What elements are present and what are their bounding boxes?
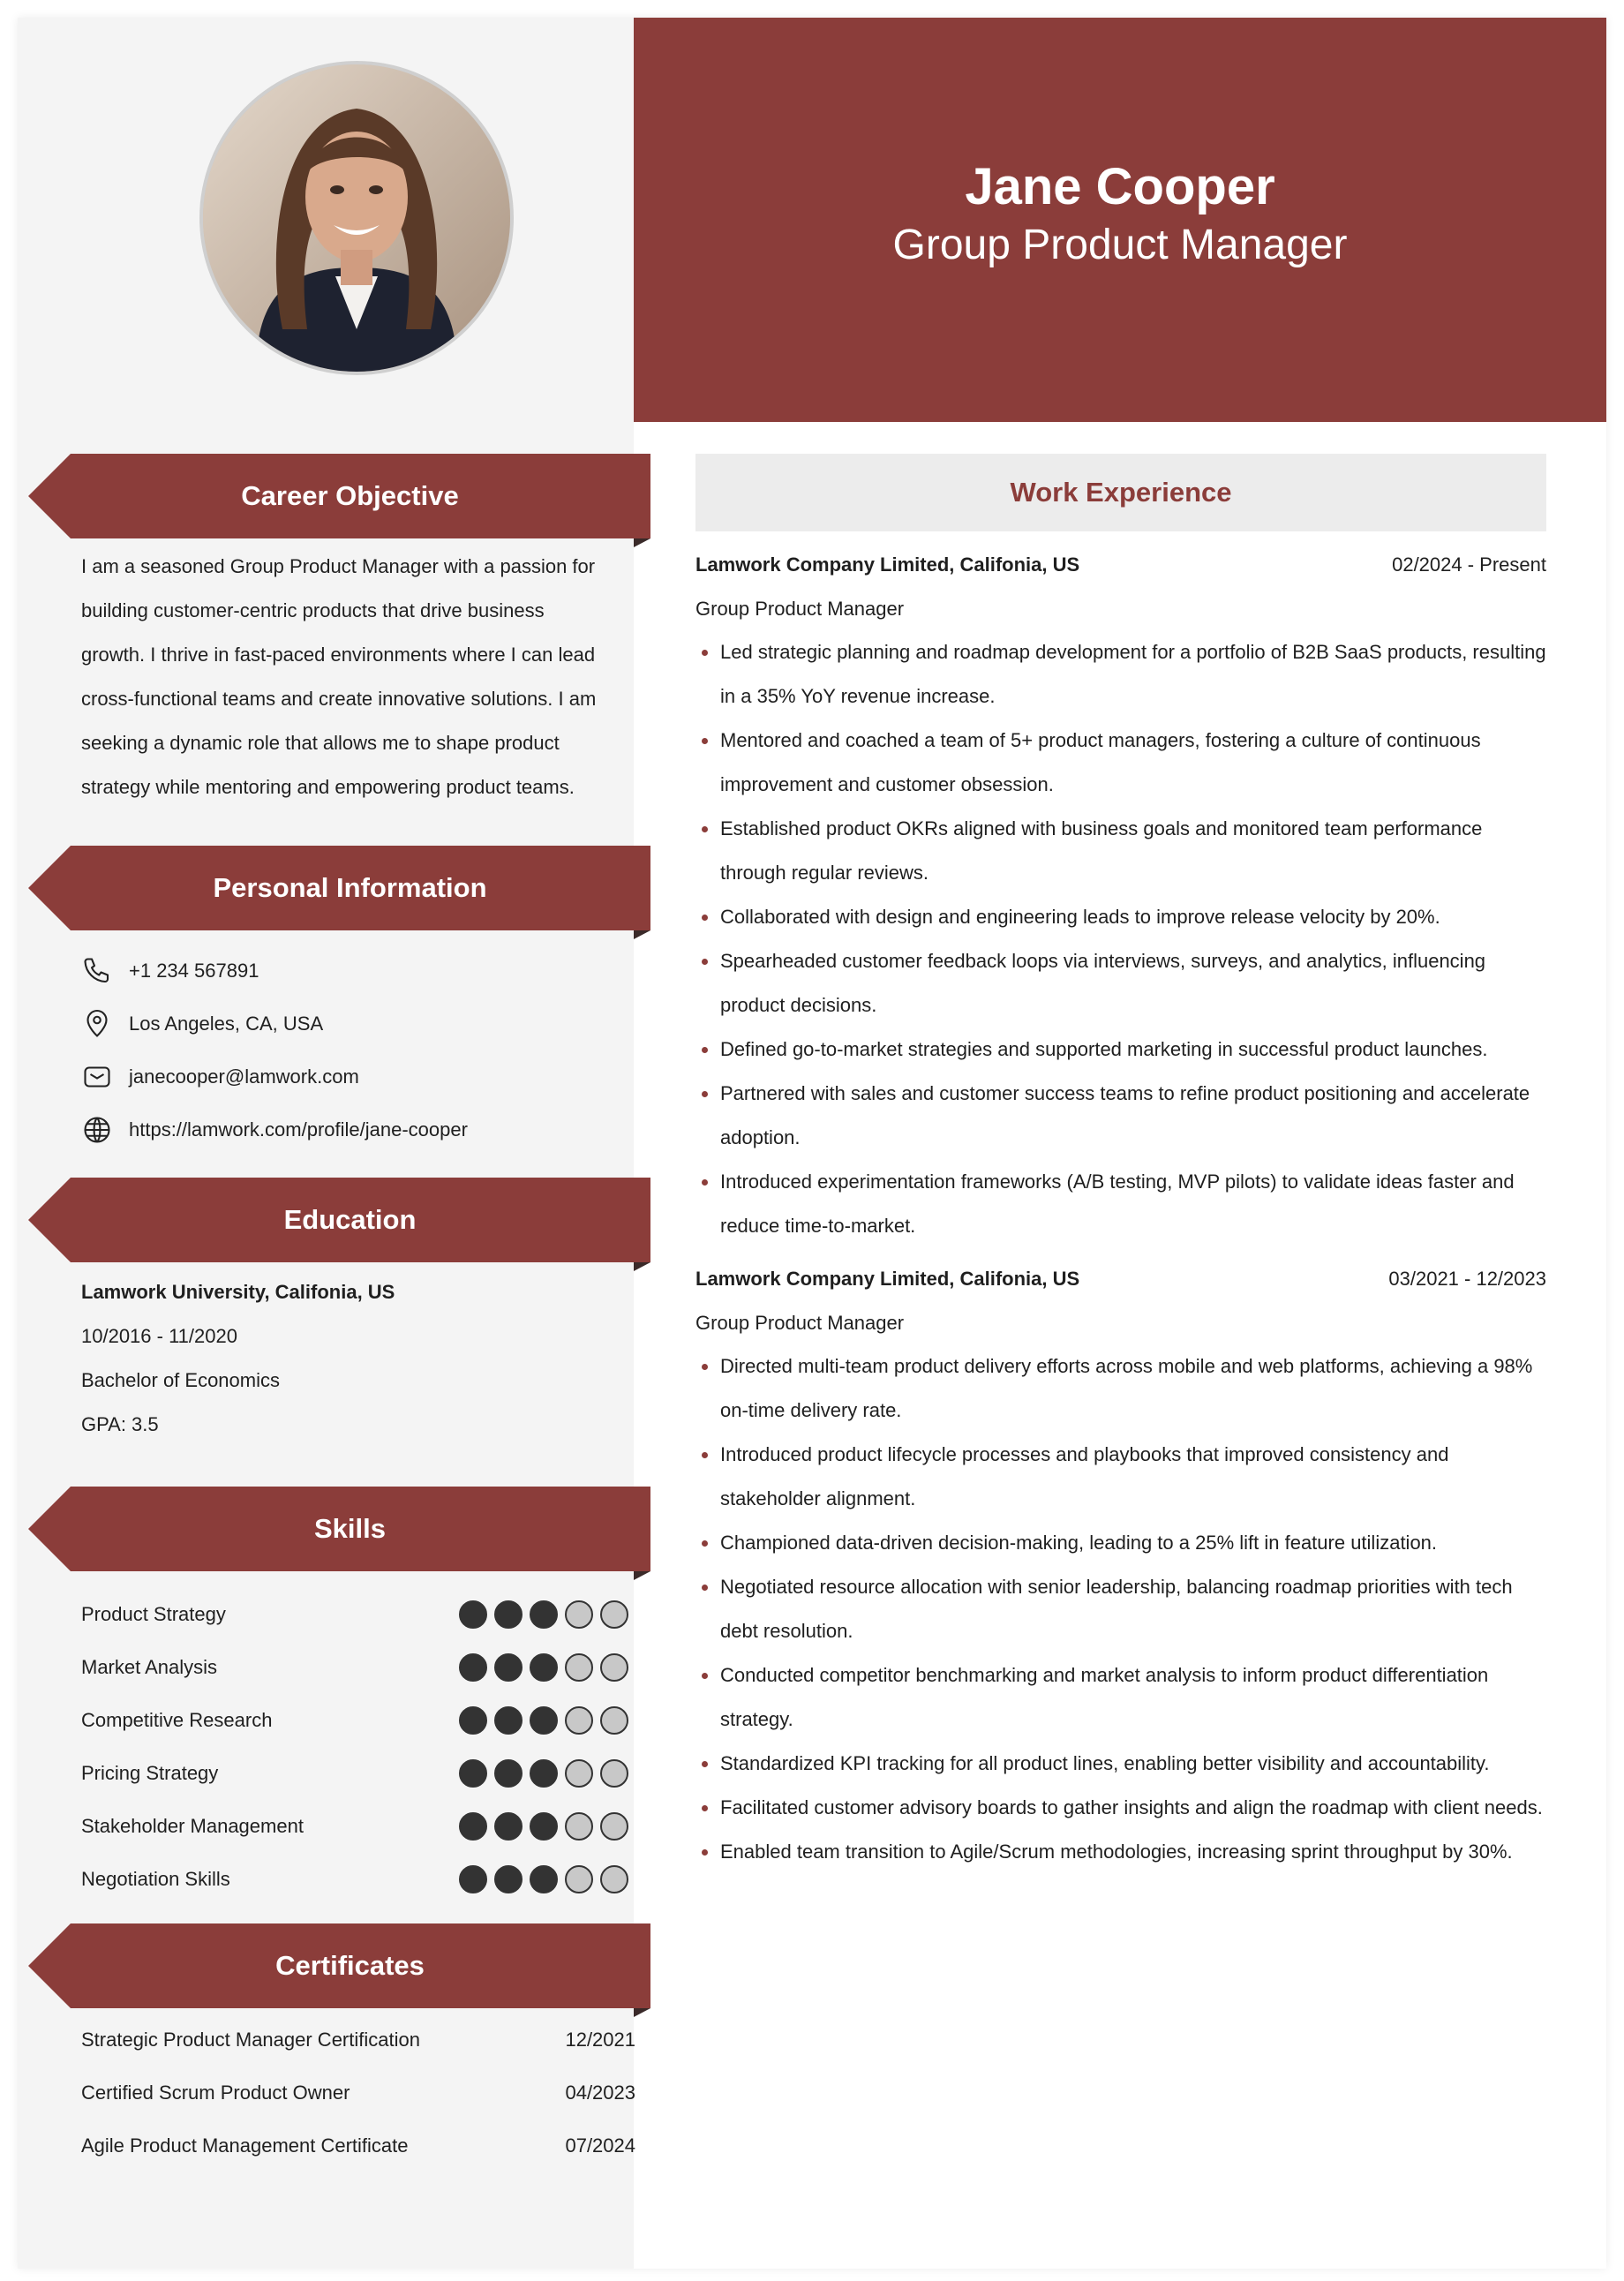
education-school: Lamwork University, Califonia, US bbox=[81, 1281, 395, 1303]
education-degree: Bachelor of Economics bbox=[81, 1369, 280, 1391]
rating-dot-empty bbox=[565, 1653, 593, 1682]
rating-dot-empty bbox=[565, 1759, 593, 1788]
globe-icon bbox=[79, 1112, 115, 1148]
job-dates: 02/2024 - Present bbox=[1392, 553, 1546, 576]
rating-dot-filled bbox=[494, 1706, 523, 1735]
skill-rating bbox=[459, 1653, 628, 1682]
job-bullet: Spearheaded customer feedback loops via interviews, surveys, and analytics, influencing product decisions. bbox=[695, 939, 1546, 1028]
rating-dot-filled bbox=[530, 1812, 558, 1841]
skills-heading bbox=[28, 1487, 650, 1571]
job-bullet: Mentored and coached a team of 5+ product managers, fostering a culture of continuous improvement and customer obsession. bbox=[695, 719, 1546, 807]
job-bullet: Negotiated resource allocation with senior leadership, balancing roadmap priorities with tech debt resolution. bbox=[695, 1565, 1546, 1653]
skill-row bbox=[81, 1597, 628, 1632]
rating-dot-empty bbox=[600, 1759, 628, 1788]
rating-dot-filled bbox=[530, 1600, 558, 1629]
rating-dot-filled bbox=[459, 1706, 487, 1735]
career-objective-text: I am a seasoned Group Product Manager with a passion for building customer-centric products that drive business growth. I thrive in fast-paced environments where I can lead cross-functional teams and create innovative solutions. I am seeking a dynamic role that allows me to shape product strategy while mentoring and empowering product teams. bbox=[81, 555, 597, 798]
career-objective-label: Career Objective bbox=[241, 480, 459, 511]
phone-row bbox=[79, 953, 259, 989]
skill-name: Pricing Strategy bbox=[81, 1762, 219, 1784]
phone-value: +1 234 567891 bbox=[129, 960, 259, 982]
certificate-row bbox=[81, 2029, 635, 2051]
rating-dot-filled bbox=[494, 1653, 523, 1682]
rating-dot-filled bbox=[494, 1865, 523, 1893]
skill-row bbox=[81, 1703, 628, 1738]
rating-dot-filled bbox=[530, 1865, 558, 1893]
job-header bbox=[695, 553, 1546, 576]
job-bullet: Directed multi-team product delivery efforts across mobile and web platforms, achieving a 98% on-time delivery rate. bbox=[695, 1344, 1546, 1433]
rating-dot-filled bbox=[494, 1600, 523, 1629]
rating-dot-filled bbox=[459, 1759, 487, 1788]
skill-name: Stakeholder Management bbox=[81, 1815, 304, 1837]
job-bullet: Established product OKRs aligned with business goals and monitored team performance through regular reviews. bbox=[695, 807, 1546, 895]
personal-info-heading bbox=[28, 846, 650, 930]
job-bullet: Facilitated customer advisory boards to gather insights and align the roadmap with client needs. bbox=[695, 1786, 1546, 1830]
header-banner bbox=[634, 18, 1606, 422]
mail-icon bbox=[79, 1059, 115, 1095]
certificates-label: Certificates bbox=[275, 1950, 425, 1981]
rating-dot-filled bbox=[459, 1600, 487, 1629]
education-dates: 10/2016 - 11/2020 bbox=[81, 1325, 237, 1347]
skill-name: Negotiation Skills bbox=[81, 1868, 230, 1890]
skill-rating bbox=[459, 1812, 628, 1841]
certificate-date: 04/2023 bbox=[565, 2082, 635, 2104]
skill-rating bbox=[459, 1865, 628, 1893]
rating-dot-empty bbox=[565, 1812, 593, 1841]
rating-dot-empty bbox=[600, 1653, 628, 1682]
candidate-title: Group Product Manager bbox=[892, 222, 1348, 268]
job-role: Group Product Manager bbox=[695, 1312, 905, 1334]
email-value[interactable]: janecooper@lamwork.com bbox=[129, 1065, 359, 1088]
website-value[interactable]: https://lamwork.com/profile/jane-cooper bbox=[129, 1118, 468, 1140]
job-role: Group Product Manager bbox=[695, 598, 905, 620]
job-bullet: Championed data-driven decision-making, leading to a 25% lift in feature utilization. bbox=[695, 1521, 1546, 1565]
skill-rating bbox=[459, 1600, 628, 1629]
location-pin-icon bbox=[79, 1006, 115, 1042]
rating-dot-empty bbox=[600, 1865, 628, 1893]
education-heading bbox=[28, 1178, 650, 1262]
skill-row bbox=[81, 1650, 628, 1685]
rating-dot-empty bbox=[565, 1706, 593, 1735]
candidate-name: Jane Cooper bbox=[965, 158, 1275, 215]
education-label: Education bbox=[283, 1204, 417, 1235]
job-bullet: Introduced experimentation frameworks (A/B testing, MVP pilots) to validate ideas faster and reduce time-to-market. bbox=[695, 1160, 1546, 1248]
rating-dot-filled bbox=[459, 1812, 487, 1841]
job-bullet: Introduced product lifecycle processes and playbooks that improved consistency and stakeholder alignment. bbox=[695, 1433, 1546, 1521]
skill-row bbox=[81, 1809, 628, 1844]
job-bullet: Enabled team transition to Agile/Scrum methodologies, increasing sprint throughput by 30%. bbox=[695, 1830, 1546, 1874]
certificate-name: Agile Product Management Certificate bbox=[81, 2134, 409, 2157]
job-bullets bbox=[695, 1344, 1546, 1874]
website-row bbox=[79, 1112, 468, 1148]
personal-info-label: Personal Information bbox=[213, 872, 487, 903]
certificate-name: Strategic Product Manager Certification bbox=[81, 2029, 420, 2051]
rating-dot-empty bbox=[565, 1865, 593, 1893]
resume-page bbox=[18, 18, 1606, 2269]
certificates-heading bbox=[28, 1923, 650, 2008]
skill-name: Competitive Research bbox=[81, 1709, 273, 1731]
rating-dot-filled bbox=[530, 1653, 558, 1682]
job-bullet: Conducted competitor benchmarking and market analysis to inform product differentiation strategy. bbox=[695, 1653, 1546, 1742]
rating-dot-filled bbox=[530, 1759, 558, 1788]
location-value: Los Angeles, CA, USA bbox=[129, 1013, 324, 1035]
career-objective-heading bbox=[28, 454, 650, 538]
rating-dot-empty bbox=[600, 1600, 628, 1629]
certificate-name: Certified Scrum Product Owner bbox=[81, 2082, 350, 2104]
skill-name: Product Strategy bbox=[81, 1603, 226, 1625]
job-bullet: Defined go-to-market strategies and supported marketing in successful product launches. bbox=[695, 1028, 1546, 1072]
skills-label: Skills bbox=[314, 1513, 386, 1544]
certificate-row bbox=[81, 2134, 635, 2157]
phone-icon bbox=[79, 953, 115, 989]
job-company: Lamwork Company Limited, Califonia, US bbox=[695, 553, 1080, 576]
certificate-date: 07/2024 bbox=[565, 2134, 635, 2157]
rating-dot-empty bbox=[565, 1600, 593, 1629]
work-experience-heading: Work Experience bbox=[695, 454, 1546, 531]
job-dates: 03/2021 - 12/2023 bbox=[1388, 1268, 1546, 1290]
skill-rating bbox=[459, 1706, 628, 1735]
job-header bbox=[695, 1268, 1546, 1291]
skill-name: Market Analysis bbox=[81, 1656, 218, 1678]
rating-dot-filled bbox=[459, 1865, 487, 1893]
job-bullet: Led strategic planning and roadmap development for a portfolio of B2B SaaS products, resulting in a 35% YoY revenue increase. bbox=[695, 630, 1546, 719]
job-bullet: Standardized KPI tracking for all product lines, enabling better visibility and accountability. bbox=[695, 1742, 1546, 1786]
certificate-date: 12/2021 bbox=[565, 2029, 635, 2051]
rating-dot-filled bbox=[530, 1706, 558, 1735]
job-company: Lamwork Company Limited, Califonia, US bbox=[695, 1268, 1080, 1290]
education-gpa: GPA: 3.5 bbox=[81, 1413, 159, 1435]
location-row bbox=[79, 1006, 323, 1042]
job-bullet: Partnered with sales and customer success teams to refine product positioning and accelerate adoption. bbox=[695, 1072, 1546, 1160]
skill-rating bbox=[459, 1759, 628, 1788]
rating-dot-empty bbox=[600, 1706, 628, 1735]
certificate-row bbox=[81, 2082, 635, 2104]
skill-row bbox=[81, 1862, 628, 1897]
email-row bbox=[79, 1059, 359, 1095]
rating-dot-filled bbox=[459, 1653, 487, 1682]
rating-dot-filled bbox=[494, 1812, 523, 1841]
job-bullet: Collaborated with design and engineering leads to improve release velocity by 20%. bbox=[695, 895, 1546, 939]
skill-row bbox=[81, 1756, 628, 1791]
job-bullets bbox=[695, 630, 1546, 1248]
rating-dot-empty bbox=[600, 1812, 628, 1841]
profile-photo bbox=[199, 61, 514, 375]
rating-dot-filled bbox=[494, 1759, 523, 1788]
